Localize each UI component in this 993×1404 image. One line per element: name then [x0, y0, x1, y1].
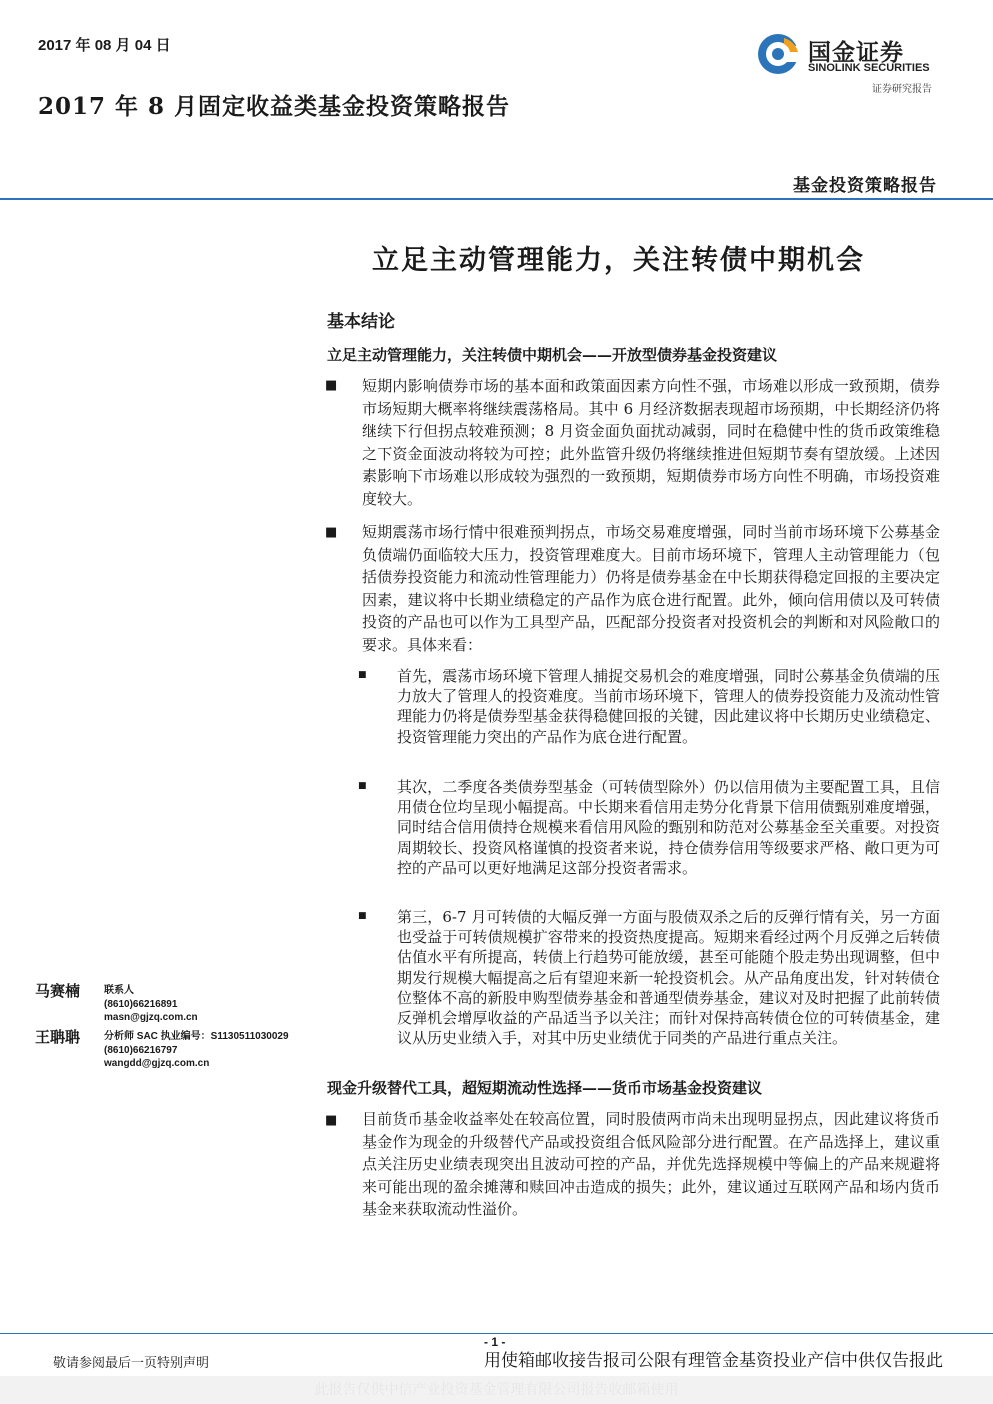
logo-english-name: SINOLINK SECURITIES: [808, 62, 930, 74]
logo-subtitle: 证券研究报告: [872, 84, 932, 95]
paragraph-sub-bullet-2: 其次，二季度各类债券型基金（可转债型除外）仍以信用债为主要配置工具，且信用债仓位均呈现小幅提高。中长期来看信用走势分化背景下信用债甄别难度增强，同时结合信用债持仓规模来看信用风险的甄别和防范对公募基金至关重要。对投资周期较长、投资风格谨慎的投资者来说，持仓债券信用等级要求严格、敞口更为可控的产品可以更好地满足这部分投资者需求。: [397, 778, 940, 877]
header-divider: [0, 198, 993, 200]
footer-disclaimer: 敬请参阅最后一页特别声明: [53, 1356, 210, 1371]
analyst-role: 联系人: [104, 985, 134, 996]
sinolink-logo-icon: [756, 32, 800, 76]
subsection-title-money-market: 现金升级替代工具，超短期流动性选择——货币市场基金投资建议: [327, 1079, 763, 1097]
footer-divider: [0, 1333, 993, 1334]
footer-watermark-text: 用使箱邮收接告报司公限有理管金基资投业产信中供仅告报此: [484, 1351, 943, 1371]
bottom-watermark-strip: 此报告仅供中信产业投资基金管理有限公司报告收邮箱使用: [0, 1376, 993, 1404]
analyst-role: 分析师 SAC 执业编号：S1130511030029: [104, 1031, 289, 1042]
page-number: - 1 -: [484, 1335, 506, 1349]
paragraph-bullet-2: 短期震荡市场行情中很难预判拐点，市场交易难度增强，同时当前市场环境下公募基金负债端仍面临较大压力，投资管理难度大。目前市场环境下，管理人主动管理能力（包括债券投资能力和流动性管理能力）仍将是债券基金在中长期获得稳定回报的主要决定因素，建议将中长期业绩稳定的产品作为底仓进行配置。此外，倾向信用债以及可转债投资的产品也可以作为工具型产品，匹配部分投资者对投资机会的判断和对风险敞口的要求。具体来看：: [362, 523, 940, 654]
analyst-phone: (8610)66216797: [104, 1044, 178, 1056]
company-logo: [756, 32, 948, 96]
analyst-contact: [104, 1030, 289, 1071]
section-title: 基本结论: [327, 312, 395, 332]
small-square-bullet-icon: ■: [358, 670, 367, 680]
square-bullet-icon: ■: [325, 1113, 338, 1128]
analyst-name: 王聃聃: [35, 1028, 81, 1046]
report-date: 2017 年 08 月 04 日: [38, 37, 171, 54]
square-bullet-icon: ■: [325, 525, 338, 540]
paragraph-sub-bullet-3: 第三，6-7 月可转债的大幅反弹一方面与股债双杀之后的反弹行情有关，另一方面也受益于可转债规模扩容带来的投资热度提高。短期来看经过两个月反弹之后转债估值水平有所提高，转债上行趋势可能放缓，甚至可能随个股走势出现调整，但中期发行规模大幅提高之后有望迎来新一轮投资机会。从产品角度出发，针对转债仓位整体不高的新股申购型债券基金和普通型债券基金，建议对及时把握了此前转债反弹机会增厚收益的产品适当予以关注；而针对保持高转债仓位的可转债基金，建议从历史业绩入手，对其中历史业绩优于同类的产品进行重点关注。: [397, 908, 940, 1048]
page-headline: 立足主动管理能力，关注转债中期机会: [372, 245, 865, 276]
paragraph-sub-bullet-1: 首先，震荡市场环境下管理人捕捉交易机会的难度增强，同时公募基金负债端的压力放大了管理人的投资难度。当前市场环境下，管理人的债券投资能力及流动性管理能力仍将是债券型基金获得稳健回报的关键，因此建议将中长期历史业绩稳定、投资管理能力突出的产品作为底仓进行配置。: [397, 667, 940, 746]
analyst-name: 马赛楠: [35, 982, 81, 1000]
report-title: 2017 年 8 月固定收益类基金投资策略报告: [38, 93, 511, 120]
small-square-bullet-icon: ■: [358, 911, 367, 921]
square-bullet-icon: ■: [325, 378, 338, 393]
subsection-title-bond-funds: 立足主动管理能力，关注转债中期机会——开放型债券基金投资建议: [327, 346, 778, 364]
small-square-bullet-icon: ■: [358, 781, 367, 791]
analyst-contact: [104, 984, 198, 1025]
paragraph-bullet-1: 短期内影响债券市场的基本面和政策面因素方向性不强，市场难以形成一致预期，债券市场短期大概率将继续震荡格局。其中 6 月经济数据表现超市场预期，中长期经济仍将继续下行但拐点较难预测；8 月资金面负面扰动减弱，同时在稳健中性的货币政策维稳之下资金面波动将较为可控；此外监管升级仍将继续推进但短期节奏有望放缓。上述因素影响下市场难以形成较为强烈的一致预期，短期债券市场方向性不明确，市场投资难度较大。: [362, 377, 940, 508]
analyst-phone: (8610)66216891: [104, 998, 178, 1010]
analyst-email[interactable]: masn@gjzq.com.cn: [104, 1012, 198, 1023]
report-type: 基金投资策略报告: [793, 176, 937, 196]
paragraph-bullet-3: 目前货币基金收益率处在较高位置，同时股债两市尚未出现明显拐点，因此建议将货币基金作为现金的升级替代产品或投资组合低风险部分进行配置。在产品选择上，建议重点关注历史业绩表现突出且波动可控的产品，并优先选择规模中等偏上的产品来规避将来可能出现的盈余摊薄和赎回冲击造成的损失；此外，建议通过互联网产品和场内货币基金来获取流动性溢价。: [362, 1110, 940, 1219]
logo-chinese-name: 国金证券: [808, 39, 904, 65]
analyst-email[interactable]: wangdd@gjzq.com.cn: [104, 1058, 210, 1069]
